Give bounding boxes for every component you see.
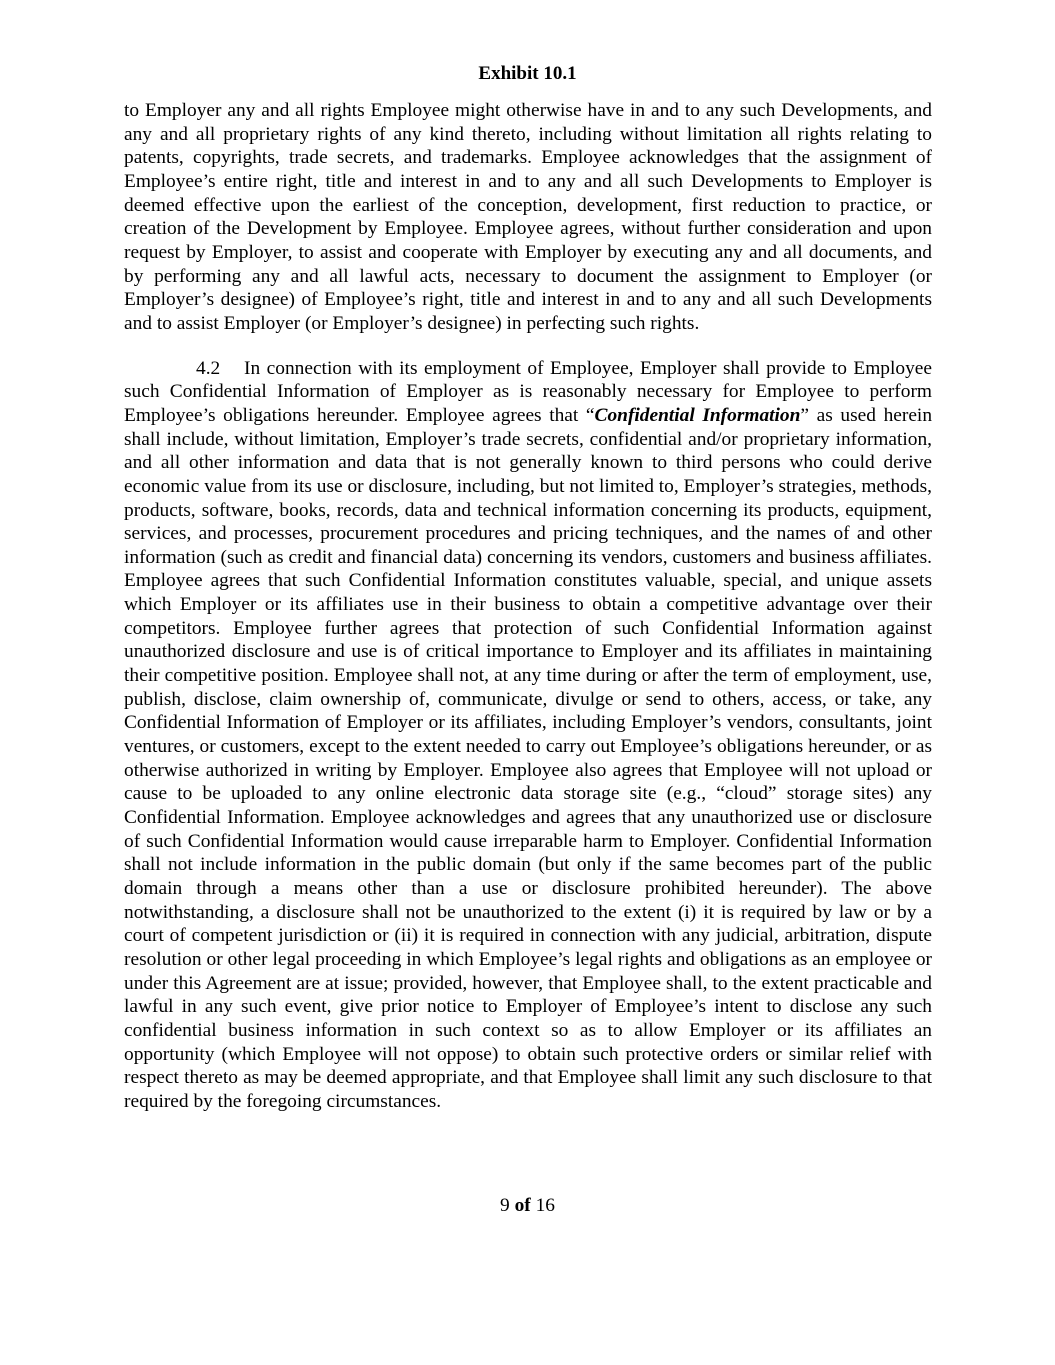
section-text-after-term: ” as used herein shall include, without limitation, Employer’s trade secrets, confidential and/or proprietary information, and all other information and data that is not generally known to third persons who could derive economic value from its use or disclosure, including, but not limited to, Employer’s strategies, methods, products, software, books, records, data and technical information concerning its products, equipment, services, and processes, procurement procedures and pricing techniques, and the names of and other information (such as credit and financial data) concerning its vendors, customers and business affiliates. Employee agrees that such Confidential Information constitutes valuable, special, and unique assets which Employer or its affiliates use in their business to obtain a competitive advantage over their competitors. Employee further agrees that protection of such Confidential Information against unauthorized disclosure and use is of critical importance to Employer and its affiliates in maintaining their competitive position. Employee shall not, at any time during or after the term of employment, use, publish, disclose, claim ownership of, communicate, divulge or send to others, access, or take, any Confidential Information of Employer or its affiliates, including Employer’s vendors, consultants, joint ventures, or customers, except to the extent needed to carry out Employee’s obligations hereunder, or as otherwise authorized in writing by Employer. Employee also agrees that Employee will not upload or cause to be uploaded to any online electronic data storage site (e.g., “cloud” storage sites) any Confidential Information. Employee acknowledges and agrees that any unauthorized use or disclosure of such Confidential Information would cause irreparable harm to Employer. Confidential Information shall not include information in the public domain (but only if the same becomes part of the public domain through a means other than a use or disclosure prohibited hereunder). The above notwithstanding, a disclosure shall not be unauthorized to the extent (i) it is required by law or by a court of competent jurisdiction or (ii) it is required in connection with any judicial, arbitration, dispute resolution or other legal proceeding in which Employee’s legal rights and obligations as an employee or under this Agreement are at issue; provided, however, that Employee shall, to the extent practicable and lawful in any such event, give prior notice to Employer of Employee’s intent to disclose any such confidential business information in such context so as to allow Employer or its affiliates an opportunity (which Employee will not oppose) to obtain such protective orders or similar relief with respect thereto as may be deemed appropriate, and that Employee shall limit any such disclosure to that required by the foregoing circumstances.: [124, 404, 933, 1112]
page-number-footer: [0, 1194, 1055, 1218]
page-of-label: of: [514, 1195, 531, 1216]
exhibit-title: Exhibit 10.1: [478, 63, 577, 84]
section-text-before-term: In connection with its employment of Employee, Employer shall provide to Employee such Confidential Information of Employer as is reasonably necessary for Employee to perform Employee’s obligations hereunder. Employee agrees that “: [124, 357, 932, 426]
section-4-2-paragraph: [124, 357, 932, 1114]
defined-term-confidential-information: Confidential Information: [594, 404, 801, 426]
page-current: 9: [500, 1195, 510, 1216]
document-body: [124, 99, 932, 1114]
page-total: 16: [535, 1195, 555, 1216]
section-number: 4.2: [196, 357, 221, 379]
paragraph-developments-assignment: to Employer any and all rights Employee might otherwise have in and to any such Developments, and any and all proprietary rights of any kind thereto, including without limitation all rights relating to patents, copyrights, trade secrets, and trademarks. Employee acknowledges that the assignment of Employee’s entire right, title and interest in and to any and all such Developments to Employer is deemed effective upon the earliest of the conception, development, first reduction to practice, or creation of the Development by Employee. Employee agrees, without further consideration and upon request by Employer, to assist and cooperate with Employer by executing any and all documents, and by performing any and all lawful acts, necessary to document the assignment to Employer (or Employer’s designee) of Employee’s right, title and interest in and to any and all such Developments and to assist Employer (or Employer’s designee) in perfecting such rights.: [124, 100, 932, 334]
